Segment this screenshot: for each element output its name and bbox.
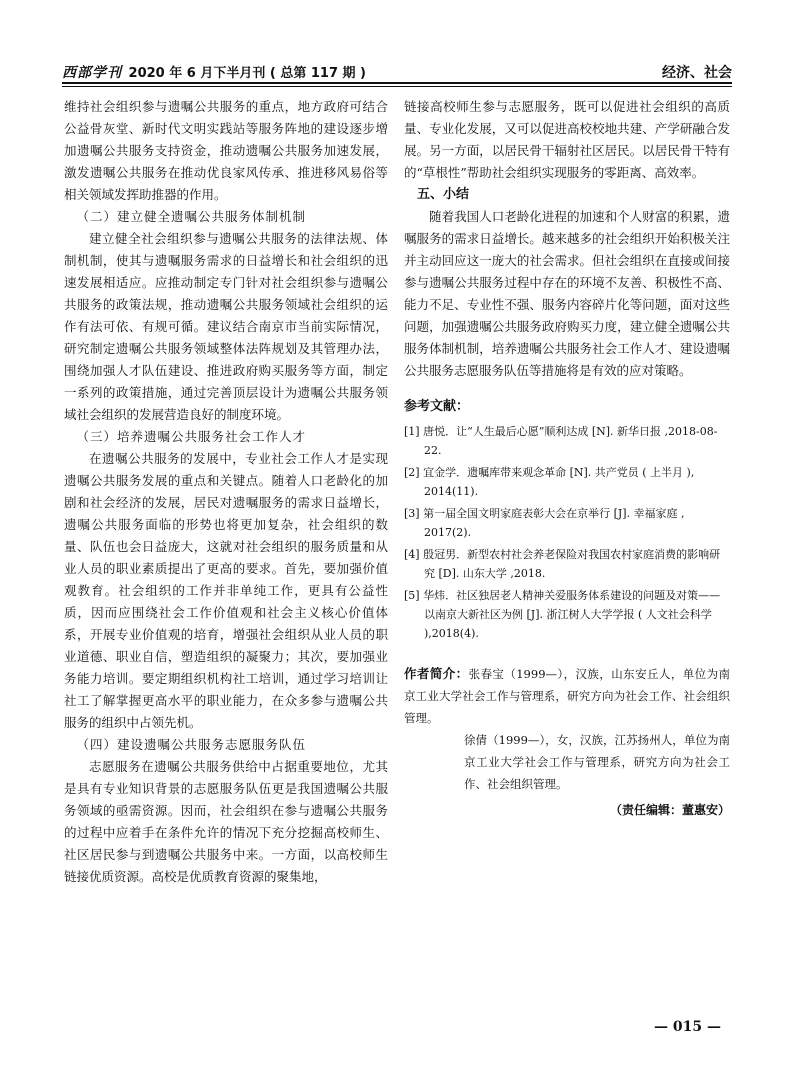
reference-item: [5] 华炜．社区独居老人精神关爱服务体系建设的问题及对策——以南京大新社区为例 [J]. 浙江树人大学学报 ( 人文社会科学 ),2018(4).	[404, 589, 721, 640]
section-tag: 经济、社会	[662, 65, 732, 81]
page-header	[62, 58, 732, 84]
paragraph: 在遗嘱公共服务的发展中，专业社会工作人才是实现遗嘱公共服务发展的重点和关键点。随着人口老龄化的加剧和社会经济的发展，居民对遗嘱服务的需求日益增长，遗嘱公共服务面临的形势也将更加复杂，社会组织的数量、队伍也会日益庞大，这就对社会组织的服务质量和从业人员的职业素质提出了更高的要求。首先，要加强价值观教育。社会组织的工作并非单纯工作，更具有公益性质，因而应围绕社会工作价值观和社会主义核心价值体系，开展专业价值观的培育，增强社会组织从业人员的职业道德、职业自信，塑造组织的凝聚力；其次，要加强业务能力培训。要定期组织机构社工培训，通过学习培训让社工了解掌握更高水平的职业能力，在众多参与遗嘱公共服务的组织中占领先机。	[64, 451, 388, 730]
header-rule-thick	[62, 82, 732, 84]
paragraph: 随着我国人口老龄化进程的加速和个人财富的积累，遗嘱服务的需求日益增长。越来越多的社会组织开始积极关注并主动回应这一庞大的社会需求。但社会组织在直接或间接参与遗嘱公共服务过程中存在的环境不友善、积极性不高、能力不足、专业性不强、服务内容碎片化等问题，面对这些问题，加强遗嘱公共服务政府购买力度，建立健全遗嘱公共服务体制机制，培养遗嘱公共服务社会工作人才、建设遗嘱公共服务志愿服务队伍等措施将是有效的应对策略。	[404, 209, 730, 378]
masthead	[62, 62, 366, 82]
paragraph: 志愿服务在遗嘱公共服务供给中占据重要地位，尤其是具有专业知识背景的志愿服务队伍更是我国遗嘱公共服务领域的亟需资源。因而，社会组织在参与遗嘱公共服务的过程中应着手在条件允许的情况下充分挖掘高校师生、社区居民参与到遗嘱公共服务中来。一方面，以高校师生链接优质资源。高校是优质教育资源的聚集地，	[64, 759, 388, 884]
journal-logo: 西部学刊	[62, 65, 122, 81]
section-heading: （三）培养遗嘱公共服务社会工作人才	[76, 429, 307, 444]
author-intro	[404, 663, 730, 795]
reference-item: [4] 殷冠男．新型农村社会养老保险对我国农村家庭消费的影响研究 [D]. 山东大学 ,2018.	[404, 548, 721, 580]
reference-item: [1] 唐悦．让“人生最后心愿”顺利达成 [N]. 新华日报 ,2018-08-22.	[404, 425, 718, 457]
author-2: 徐倩（1999—），女，汉族，江苏扬州人，单位为南京工业大学社会工作与管理系，研究方向为社会工作、社会组织管理。	[464, 733, 730, 791]
header-rule-thin	[62, 86, 732, 87]
section-heading-summary: 五、小结	[417, 187, 470, 202]
page-number: — 015 —	[654, 1019, 721, 1035]
paragraph: 链接高校师生参与志愿服务，既可以促进社会组织的高质量、专业化发展，又可以促进高校校地共建、产学研融合发展。另一方面，以居民骨干辐射社区居民。以居民骨干特有的“草根性”帮助社会组织实现服务的零距离、高效率。	[404, 99, 730, 180]
references-list	[404, 422, 730, 643]
left-column	[64, 96, 388, 888]
section-heading: （四）建设遗嘱公共服务志愿服务队伍	[76, 737, 307, 752]
author-1: 张春宝（1999—），汉族，山东安丘人，单位为南京工业大学社会工作与管理系，研究方向为社会工作、社会组织管理。	[404, 667, 730, 725]
reference-item: [2] 宜金学．遗嘱库带来观念革命 [N]. 共产党员 ( 上半月 ), 2014(11).	[404, 466, 695, 498]
paragraph: 维持社会组织参与遗嘱公共服务的重点，地方政府可结合公益骨灰堂、新时代文明实践站等服务阵地的建设逐步增加遗嘱公共服务支持资金，推动遗嘱公共服务加速发展，激发遗嘱公共服务在推动优良家风传承、推进移风易俗等相关领域发挥助推器的作用。	[64, 99, 388, 202]
right-column	[404, 96, 730, 821]
references-title: 参考文献：	[404, 399, 470, 414]
reference-item: [3] 第一届全国文明家庭表彰大会在京举行 [J]. 幸福家庭 , 2017(2).	[404, 507, 685, 539]
issue-info: 2020 年 6 月下半月刊 ( 总第 117 期 )	[128, 66, 366, 81]
section-heading: （二）建立健全遗嘱公共服务体制机制	[76, 209, 307, 224]
author-intro-label: 作者简介：	[404, 666, 469, 681]
paragraph: 建立健全社会组织参与遗嘱公共服务的法律法规、体制机制，使其与遗嘱服务需求的日益增长和社会组织的迅速发展相适应。应推动制定专门针对社会组织参与遗嘱公共服务的政策法规，推动遗嘱公共服务领域社会组织的运作有法可依、有规可循。建议结合南京市当前实际情况，研究制定遗嘱公共服务领域整体法阵规划及其管理办法，围绕加强人才队伍建设、推进政府购买服务等方面，制定一系列的政策措施，通过完善顶层设计为遗嘱公共服务领域社会组织的发展营造良好的制度环境。	[64, 231, 388, 422]
responsible-editor: （责任编辑：董惠安）	[609, 803, 730, 817]
